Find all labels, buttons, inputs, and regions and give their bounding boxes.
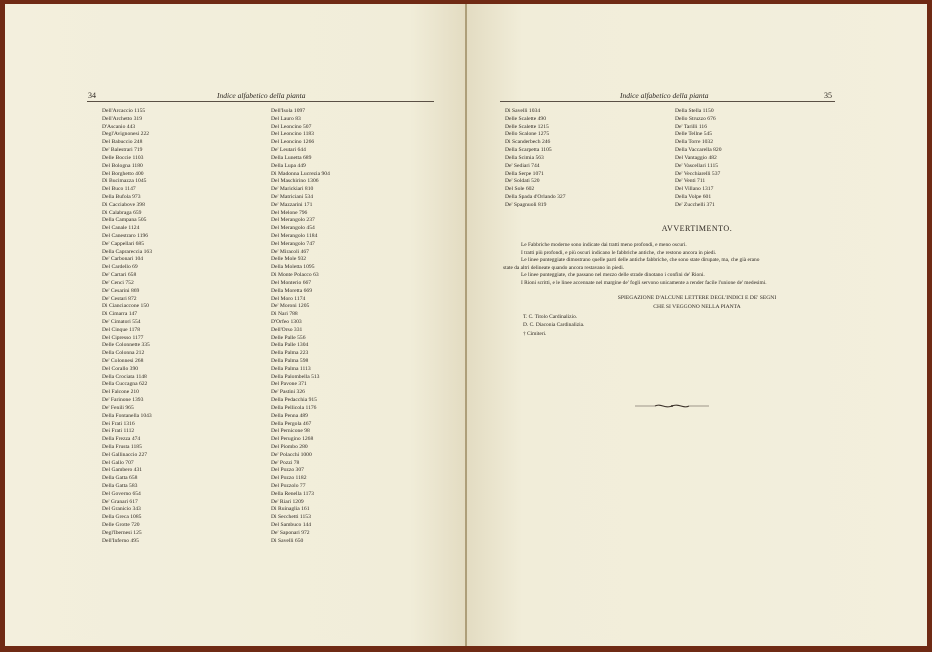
- index-entry: Del Babuccio 248: [102, 139, 143, 146]
- index-entry: Di Savelli 650: [271, 537, 304, 544]
- index-entry: Della Stella 1150: [675, 108, 714, 114]
- index-entry: Del Vantaggio 482: [675, 154, 717, 161]
- index-entry: Della Vaccarella 820: [675, 147, 722, 154]
- index-entry: Di Cacciabove 398: [102, 201, 145, 208]
- index-entry: Di Calabraga 659: [102, 209, 142, 216]
- index-entry: Del Pavone 371: [271, 381, 307, 388]
- right-page: [467, 4, 927, 646]
- index-entry: Del Melone 796: [271, 209, 308, 216]
- index-entry: Della Lunetta 689: [271, 154, 312, 161]
- index-entry: Della Palle 1304: [271, 342, 309, 349]
- index-entry: Delle Boccie 1103: [102, 154, 144, 161]
- index-entry: Di Bucimazza 1045: [102, 178, 147, 185]
- index-entry: Del Pozzolo 77: [271, 483, 306, 489]
- header-rule: [500, 101, 835, 102]
- index-entry: Della Torre 1032: [675, 139, 714, 146]
- index-entry: Del Granicio 343: [102, 506, 141, 513]
- index-entry: Del Lauro 83: [271, 115, 301, 122]
- index-entry: De' Moroni 1205: [271, 303, 310, 310]
- index-entry: De' Granari 617: [102, 498, 138, 505]
- index-entry: Del Leoncino 507: [271, 123, 312, 130]
- index-entry: Della Spada d'Orlando 327: [505, 193, 566, 200]
- index-entry: Dell'Isola 1097: [271, 108, 306, 114]
- index-entry: Del Perugino 1268: [271, 436, 314, 443]
- legend-item: T. C. Titolo Cardinalizio.: [523, 314, 578, 320]
- index-entry: Della Pedacchia 915: [271, 397, 317, 404]
- notice-line: Le linee punteggiate, che passano nel mezzo delle strade dinotano i confini de' Rioni.: [521, 272, 705, 278]
- index-entry: Del Leoncino 1183: [271, 131, 314, 138]
- index-entry: Del Borghetto 400: [102, 170, 144, 177]
- index-entry: Del Maschirino 1306: [271, 178, 319, 185]
- running-title: Indice alfabetico della pianta: [217, 91, 306, 100]
- index-entry: Del Governo 654: [102, 490, 141, 497]
- index-entry: Della Pellicola 1176: [271, 404, 317, 411]
- page-number: 34: [88, 91, 96, 100]
- index-entry: Dell'Arcaccio 1155: [102, 108, 146, 114]
- index-entry: Dello Scalone 1275: [505, 131, 550, 138]
- index-entry: Del Pernicone 98: [271, 428, 310, 435]
- index-entry: Delle Palle 556: [271, 334, 306, 341]
- index-entry: Della Cuccagna 622: [102, 381, 148, 388]
- index-entry: Di Secchetti 1153: [271, 514, 311, 521]
- index-entry: Del Corallo 390: [102, 365, 139, 372]
- index-entry: Del Pozzo 307: [271, 467, 304, 474]
- index-entry: Del Sambuco 144: [271, 522, 312, 529]
- notice-title: AVVERTIMENTO.: [661, 224, 733, 233]
- index-entry: De' Cappellari 685: [102, 240, 145, 247]
- index-column-1: [102, 108, 152, 546]
- index-entry: Della Pergola 467: [271, 420, 312, 427]
- notice-line: Le linee punteggiate dimostrano quelle parti delle antiche fabbriche, che sono state dirupate, ma, che già erano: [521, 257, 760, 263]
- notice-line: I tratti più profondi, e più oscuri indicano le fabbriche antiche, che restono ancora in piedi.: [521, 249, 717, 256]
- index-entry: De' Leutari 644: [271, 147, 306, 154]
- index-entry: Delle Scalette 490: [505, 115, 547, 122]
- index-entry: De' Soldati 520: [505, 178, 540, 185]
- index-entry: De' Cenci 752: [102, 279, 134, 286]
- index-entry: Della Volpe 601: [675, 193, 712, 200]
- notice-line: Le Fabbriche moderne sono indicate dai tratti meno profondi, e meno oscuri.: [521, 242, 687, 248]
- explanation-subtitle: CHE SI VEGGONO NELLA PIANTA: [653, 304, 741, 310]
- decorative-ornament: [635, 403, 709, 409]
- index-entry: De' Saponari 972: [271, 529, 310, 536]
- index-entry: Di Ruinaglia 161: [271, 506, 310, 513]
- index-entry: Della Crociata 1148: [102, 373, 147, 380]
- index-entry: De' Pastini 326: [271, 389, 305, 396]
- index-entry: Del Cinque 1178: [102, 326, 141, 333]
- index-entry: De' Farinone 1393: [102, 397, 144, 404]
- index-entry: De' Vascellari 1115: [675, 162, 719, 169]
- index-entry: De' Riari 1209: [271, 498, 304, 505]
- index-entry: Della Renella 1173: [271, 490, 314, 497]
- index-entry: Di Cianciaccone 150: [102, 303, 149, 310]
- index-entry: De' Cestari 872: [102, 295, 137, 302]
- legend-list: [523, 313, 584, 338]
- index-entry: De' Zucchelli 371: [675, 201, 715, 208]
- index-entry: Del Merangolo 454: [271, 225, 315, 232]
- index-column-1: [505, 108, 566, 210]
- index-entry: Della Campana 505: [102, 217, 147, 224]
- index-entry: Della Greca 1085: [102, 514, 142, 521]
- index-entry: Della Lupa 449: [271, 162, 306, 169]
- index-entry: Della Gatta 658: [102, 475, 138, 482]
- index-entry: De' Balestrari 719: [102, 147, 143, 154]
- index-entry: Del Gallinaccio 227: [102, 451, 148, 458]
- running-title: Indice alfabetico della pianta: [620, 91, 709, 100]
- index-entry: Del Falcone 210: [102, 389, 139, 396]
- index-entry: Di Monte Polacco 63: [271, 272, 319, 279]
- index-entry: Di Madonna Lucrezia 904: [271, 170, 330, 177]
- index-entry: Del Moro 1174: [271, 295, 306, 302]
- index-entry: Del Merangolo 237: [271, 217, 315, 224]
- index-entry: De' Carbonari 104: [102, 256, 144, 263]
- index-entry: Dell'Inferno 495: [102, 537, 139, 544]
- index-entry: Della Frezza 474: [102, 436, 141, 443]
- index-entry: Del Villano 1317: [675, 186, 714, 193]
- index-entry: Della Palombella 513: [271, 373, 320, 380]
- index-entry: Dello Struzzo 676: [675, 115, 716, 122]
- index-entry: Del Canestraro 1196: [102, 233, 149, 239]
- index-entry: Della Gatta 583: [102, 483, 138, 489]
- index-entry: Della Moretta 669: [271, 287, 313, 294]
- index-entry: Della Palma 1113: [271, 365, 311, 372]
- index-entry: Del Pozzo 1182: [271, 475, 307, 482]
- explanation-title: SPIEGAZIONE D'ALCUNE LETTERE DEGL'INDICI E DE' SEGNI: [617, 295, 777, 301]
- index-entry: Del Gallo 707: [102, 459, 134, 466]
- index-entry: Del Merangolo 1184: [271, 233, 318, 239]
- index-entry: De' Marickiari 810: [271, 186, 314, 193]
- index-entry: Delle Mole 932: [271, 256, 307, 263]
- index-entry: Del Cardello 69: [102, 264, 138, 271]
- index-entry: Del Leoncino 1266: [271, 139, 315, 146]
- notice-line: state da altri delineate quando ancora restavano in piedi.: [503, 264, 625, 271]
- notice-line: I Rioni scritti, e le linee accennate nel margine de' fogli servono unicamente a render facile l'unione de' medesimi.: [521, 279, 767, 286]
- index-entry: Della Fontanella 1043: [102, 412, 152, 419]
- index-entry: Degl'Ibernesi 125: [102, 529, 142, 536]
- index-entry: De' Colonnesi 268: [102, 358, 144, 364]
- index-entry: De' Miracoli 467: [271, 248, 309, 255]
- legend-item: † Cimiteri.: [523, 330, 547, 337]
- index-entry: De' Tarilli 116: [675, 123, 707, 130]
- index-entry: D'Orfeo 1303: [271, 318, 302, 325]
- index-entry: De' Mazzarini 171: [271, 201, 313, 208]
- legend-item: D. C. Diaconia Cardinalizia.: [523, 322, 585, 329]
- index-entry: Del Monterio 667: [271, 279, 312, 286]
- index-entry: Del Gambero 431: [102, 467, 143, 474]
- notice-text: [503, 242, 898, 287]
- index-entry: De' Venti 711: [675, 178, 706, 185]
- page-number: 35: [824, 91, 832, 100]
- index-entry: De' Pozzi 78: [271, 459, 300, 466]
- index-column-2: [675, 108, 722, 210]
- index-entry: Dei Frati 1316: [102, 420, 135, 427]
- index-entry: Del Canale 1124: [102, 225, 140, 232]
- index-entry: Del Buco 1147: [102, 186, 136, 193]
- index-entry: Della Bufola 973: [102, 193, 141, 200]
- index-entry: De' Vecchiarelli 537: [675, 170, 721, 177]
- index-entry: Della Colonna 212: [102, 350, 145, 357]
- index-column-2: [271, 108, 330, 546]
- index-entry: Di Cimarra 147: [102, 311, 138, 318]
- index-entry: De' Fenili 965: [102, 404, 134, 411]
- index-entry: Della Palma 598: [271, 358, 309, 364]
- index-entry: Dei Frati 1112: [102, 428, 135, 435]
- index-entry: Delle Scalette 1215: [505, 123, 549, 130]
- index-entry: Della Frusta 1185: [102, 443, 142, 450]
- index-entry: De' Polacchi 1000: [271, 451, 312, 458]
- index-entry: Del Piombo 280: [271, 443, 308, 450]
- header-rule: [87, 101, 434, 102]
- index-entry: Del Merangolo 747: [271, 240, 315, 247]
- index-entry: Del Sole 602: [505, 186, 535, 193]
- index-entry: Del Cipresso 1177: [102, 334, 144, 341]
- index-entry: Della Scarpetta 1105: [505, 147, 552, 154]
- left-page: [5, 4, 465, 646]
- index-entry: Della Palma 223: [271, 350, 309, 357]
- index-entry: Di Nari 788: [271, 311, 298, 318]
- index-entry: De' Matriciani 534: [271, 193, 314, 200]
- index-entry: Di Savelli 1034: [505, 108, 541, 114]
- index-entry: D'Ascanio 443: [102, 123, 136, 130]
- index-entry: De' Cartari 658: [102, 272, 137, 279]
- index-entry: De' Cimatori 554: [102, 318, 141, 325]
- index-entry: Del Bologna 1180: [102, 162, 143, 169]
- index-entry: Della Caprareccia 163: [102, 248, 153, 255]
- index-entry: Della Serpe 1071: [505, 170, 544, 177]
- index-entry: Delle Grotte 720: [102, 522, 140, 529]
- index-entry: Dell'Archetto 319: [102, 115, 142, 122]
- index-entry: Di Scanderbech 246: [505, 139, 551, 146]
- index-entry: Della Penna 489: [271, 412, 308, 419]
- index-entry: Dell'Orso 331: [271, 326, 303, 333]
- index-entry: De' Cesarini 869: [102, 287, 140, 294]
- index-entry: De' Spagnuoli 819: [505, 201, 547, 208]
- index-entry: Della Moletta 1095: [271, 264, 315, 271]
- index-entry: Degl'Avignonesi 222: [102, 131, 150, 138]
- index-entry: De' Sediari 744: [505, 162, 540, 169]
- index-entry: Della Scimia 563: [505, 154, 544, 161]
- index-entry: Delle Colonnette 335: [102, 342, 150, 349]
- index-entry: Delle Tellne 545: [675, 131, 713, 138]
